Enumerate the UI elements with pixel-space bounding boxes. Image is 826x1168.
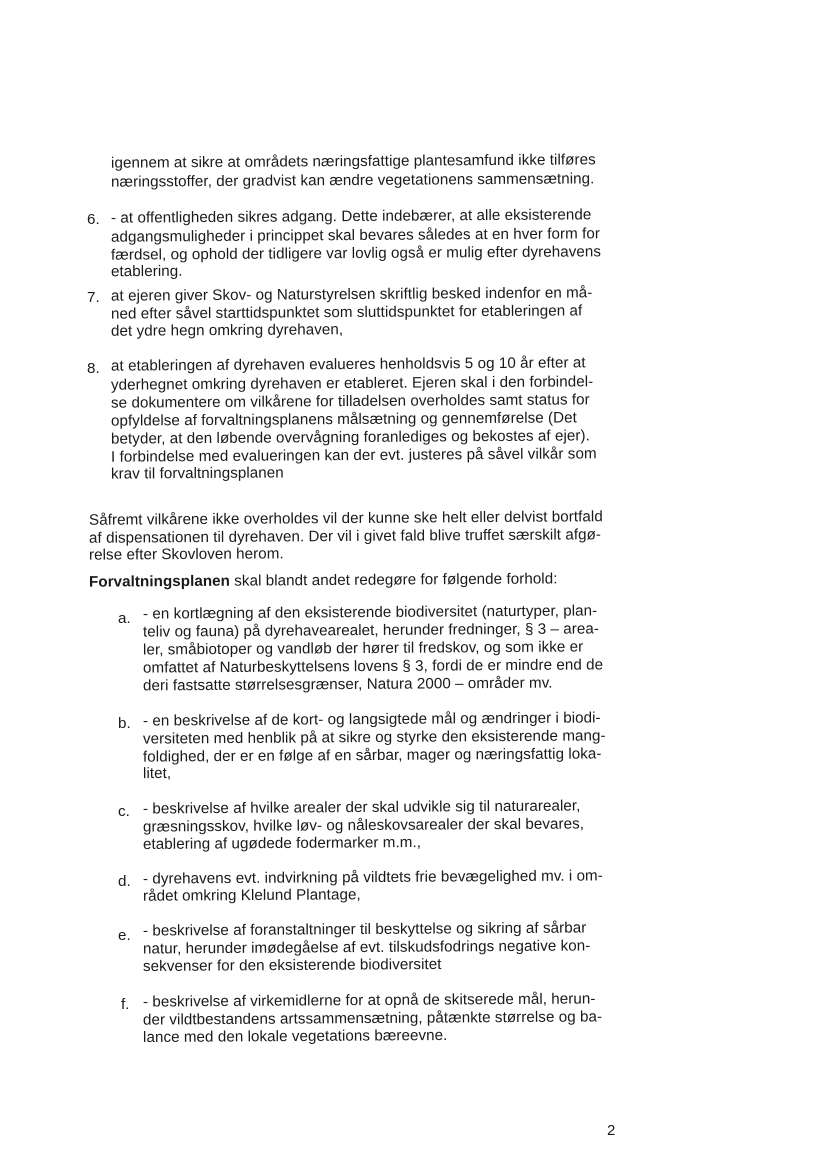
intro-line: igennem at sikre at områdets næringsfattige plantesamfund ikke tilføres — [110, 151, 596, 172]
condition-line: ned efter såvel starttidspunktet som sluttidspunktet for etableringen af — [110, 302, 583, 323]
plan-item-letter: a. — [118, 610, 131, 627]
plan-item-line: foldighed, der er en følge af en sårbar, mager og næringsfattig loka- — [142, 745, 602, 766]
plan-item-letter: e. — [118, 927, 131, 944]
notice-line: af dispensationen til dyrehaven. Der vil i givet fald blive truffet særskilt afgø- — [88, 526, 602, 547]
plan-item-letter: b. — [118, 715, 131, 732]
plan-item-line: sekvenser for den eksisterende biodiversitet — [142, 955, 442, 976]
plan-item-line: - dyrehavens evt. indvirkning på vildtets frie bevægelighed mv. i om- — [142, 867, 603, 888]
condition-line: yderhegnet omkring dyrehaven er etableret. Ejeren skal i den forbindel- — [110, 373, 594, 394]
plan-heading-rest: skal blandt andet redegøre for følgende forhold: — [229, 570, 558, 590]
condition-number: 8. — [87, 360, 100, 377]
plan-item-line: - beskrivelse af foranstaltninger til beskyttelse og sikring af sårbar — [142, 919, 587, 940]
plan-item-letter: f. — [121, 996, 130, 1013]
plan-item-letter: d. — [118, 873, 131, 890]
plan-item-line: lance med den lokale vegetations bæreevne. — [142, 1026, 448, 1047]
plan-item-line: der vildtbestandens artssammensætning, påtænkte størrelse og ba- — [142, 1008, 603, 1029]
plan-item-line: deri fastsatte størrelsesgrænser, Natura 2000 – områder mv. — [142, 674, 553, 695]
plan-item-line: ler, småbiotoper og vandløb der hører til fredskov, og som ikke er — [142, 638, 584, 659]
plan-item-line: - en kortlægning af den eksisterende biodiversitet (naturtyper, plan- — [142, 602, 598, 623]
notice-line: Såfremt vilkårene ikke overholdes vil der kunne ske helt eller delvist bortfald — [88, 508, 603, 529]
condition-line: at ejeren giver Skov- og Naturstyrelsen skriftlig besked indenfor en må- — [110, 284, 593, 305]
plan-item-line: versiteten med henblik på at sikre og styrke den eksisterende mang- — [142, 727, 606, 748]
plan-item-letter: c. — [118, 803, 130, 820]
condition-line: I forbindelse med evalueringen kan der evt. justeres på såvel vilkår som — [110, 445, 597, 466]
condition-line: at etableringen af dyrehaven evalueres henholdsvis 5 og 10 år efter at — [110, 354, 586, 375]
condition-line: det ydre hegn omkring dyrehaven, — [110, 321, 344, 340]
condition-number: 7. — [87, 289, 100, 306]
plan-item-line: litet, — [142, 764, 172, 783]
plan-heading — [89, 569, 558, 591]
condition-line: - at offentligheden sikres adgang. Dette indebærer, at alle eksisterende — [110, 206, 592, 227]
plan-item-line: rådet omkring Klelund Plantage, — [142, 886, 361, 905]
plan-item-line: - en beskrivelse af de kort- og langsigtede mål og ændringer i biodi- — [142, 709, 601, 730]
page-number: 2 — [607, 1122, 616, 1139]
plan-item-line: - beskrivelse af hvilke arealer der skal udvikle sig til naturarealer, — [142, 797, 581, 818]
notice-line: relse efter Skovloven herom. — [88, 545, 284, 564]
plan-item-line: - beskrivelse af virkemidlerne for at opnå de skitserede mål, herun- — [142, 990, 596, 1011]
intro-line: næringsstoffer, der gradvist kan ændre vegetationens sammensætning. — [110, 170, 595, 191]
condition-line: se dokumentere om vilkårene for tilladelsen overholdes samt status for — [110, 391, 590, 412]
plan-item-line: omfattet af Naturbeskyttelsens lovens § 3, fordi de er mindre end de — [142, 656, 604, 677]
plan-item-line: etablering af ugødede fodermarker m.m., — [142, 834, 422, 853]
condition-line: betyder, at den løbende overvågning foranlediges og bekostes af ejer). — [110, 427, 590, 448]
condition-line: færdsel, og ophold der tidligere var lovlig også er mulig efter dyrehavens — [110, 243, 602, 264]
condition-line: krav til forvaltningsplanen — [110, 464, 284, 483]
plan-item-line: græsningsskov, hvilke løv- og nåleskovsarealer der skal bevares, — [142, 815, 585, 836]
condition-line: etablering. — [110, 262, 183, 281]
plan-item-line: natur, herunder imødegåelse af evt. tilskudsfodrings negative kon- — [142, 937, 591, 958]
plan-heading-bold: Forvaltningsplanen — [88, 572, 231, 591]
condition-number: 6. — [87, 211, 100, 228]
condition-line: opfyldelse af forvaltningsplanens målsætning og gennemførelse (Det — [110, 409, 577, 430]
plan-item-line: teliv og fauna) på dyrehavearealet, herunder fredninger, § 3 – area- — [142, 620, 600, 641]
condition-line: adgangsmuligheder i princippet skal bevares således at en hver form for — [110, 225, 601, 246]
